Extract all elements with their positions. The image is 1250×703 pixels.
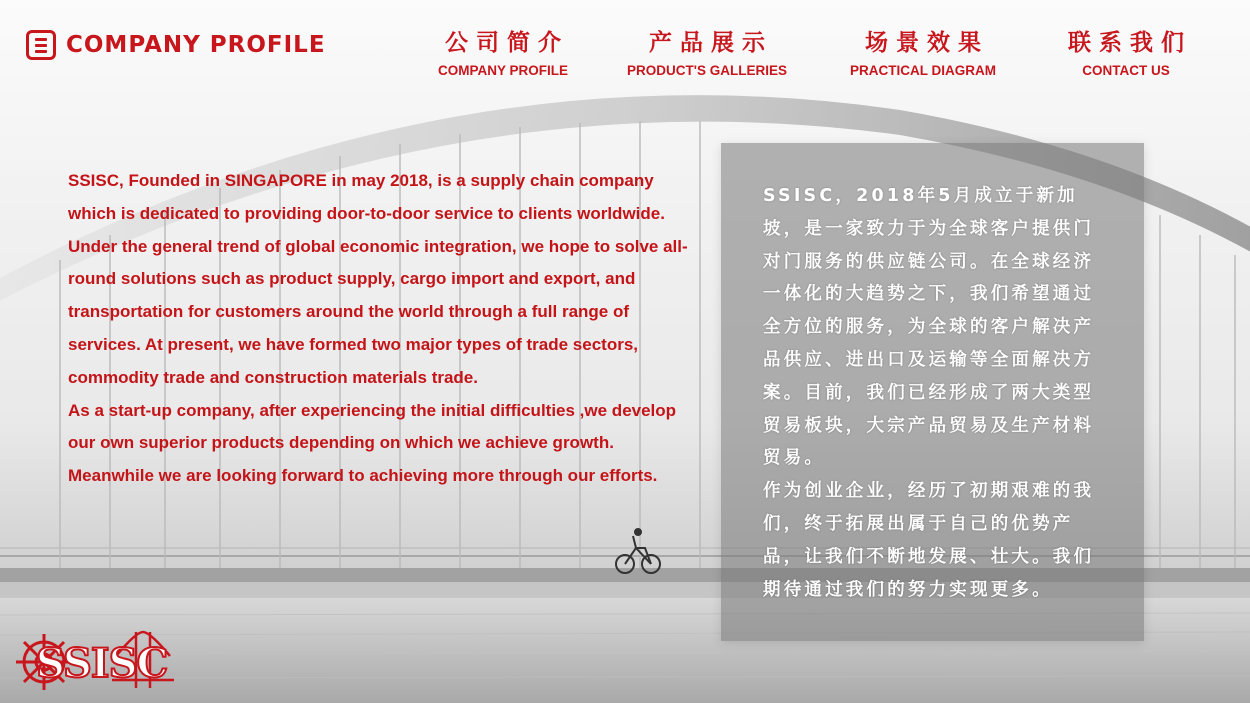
brand-title: COMPANY PROFILE [66, 32, 326, 58]
nav-label-en: CONTACT US [1082, 63, 1170, 78]
top-nav [0, 24, 1250, 84]
intro-english-paragraph: SSISC, Founded in SINGAPORE in may 2018, is a supply chain company which is dedicated to providing door-to-door service to clients worldwide. Under the general trend of global economic integration, we hope to solve all-round solutions such as product supply, cargo import and export, and transportation for customers around the world through a full range of services. At present, we have formed two major types of trade sectors, commodity trade and construction materials trade. [68, 171, 688, 387]
nav-practical-diagram[interactable] [850, 24, 996, 78]
intro-english [68, 165, 688, 493]
intro-english-paragraph: As a start-up company, after experiencing the initial difficulties ,we develop our own superior products depending on which we achieve growth. Meanwhile we are looking forward to achieving more through our efforts. [68, 400, 677, 486]
cyclist-icon [616, 536, 660, 573]
nav-label-zh: 联系我们 [1068, 30, 1192, 56]
nav-label-en: PRODUCT'S GALLERIES [627, 63, 787, 78]
ssisc-logo [16, 626, 176, 694]
intro-chinese-paragraph: 作为创业企业，经历了初期艰难的我们，终于拓展出属于自己的优势产品，让我们不断地发展、壮大。我们期待通过我们的努力实现更多。 [763, 481, 1095, 600]
nav-company-profile[interactable] [437, 24, 569, 78]
nav-product-galleries[interactable] [627, 24, 787, 78]
intro-chinese [763, 180, 1108, 606]
nav-label-zh: 产品展示 [648, 30, 773, 56]
nav-label-zh: 公司简介 [445, 30, 569, 56]
nav-contact-us[interactable] [1060, 24, 1192, 78]
nav-label-en: PRACTICAL DIAGRAM [850, 63, 996, 78]
logo-text: SSISC [36, 640, 168, 687]
nav-label-zh: 场景效果 [865, 30, 989, 56]
intro-chinese-paragraph: SSISC，2018年5月成立于新加坡，是一家致力于为全球客户提供门对门服务的供应链公司。在全球经济一体化的大趋势之下，我们希望通过全方位的服务，为全球的客户解决产品供应、进出口及运输等全面解决方案。目前，我们已经形成了两大类型贸易板块，大宗产品贸易及生产材料贸易。 [763, 186, 1095, 469]
nav-label-en: COMPANY PROFILE [437, 63, 568, 78]
